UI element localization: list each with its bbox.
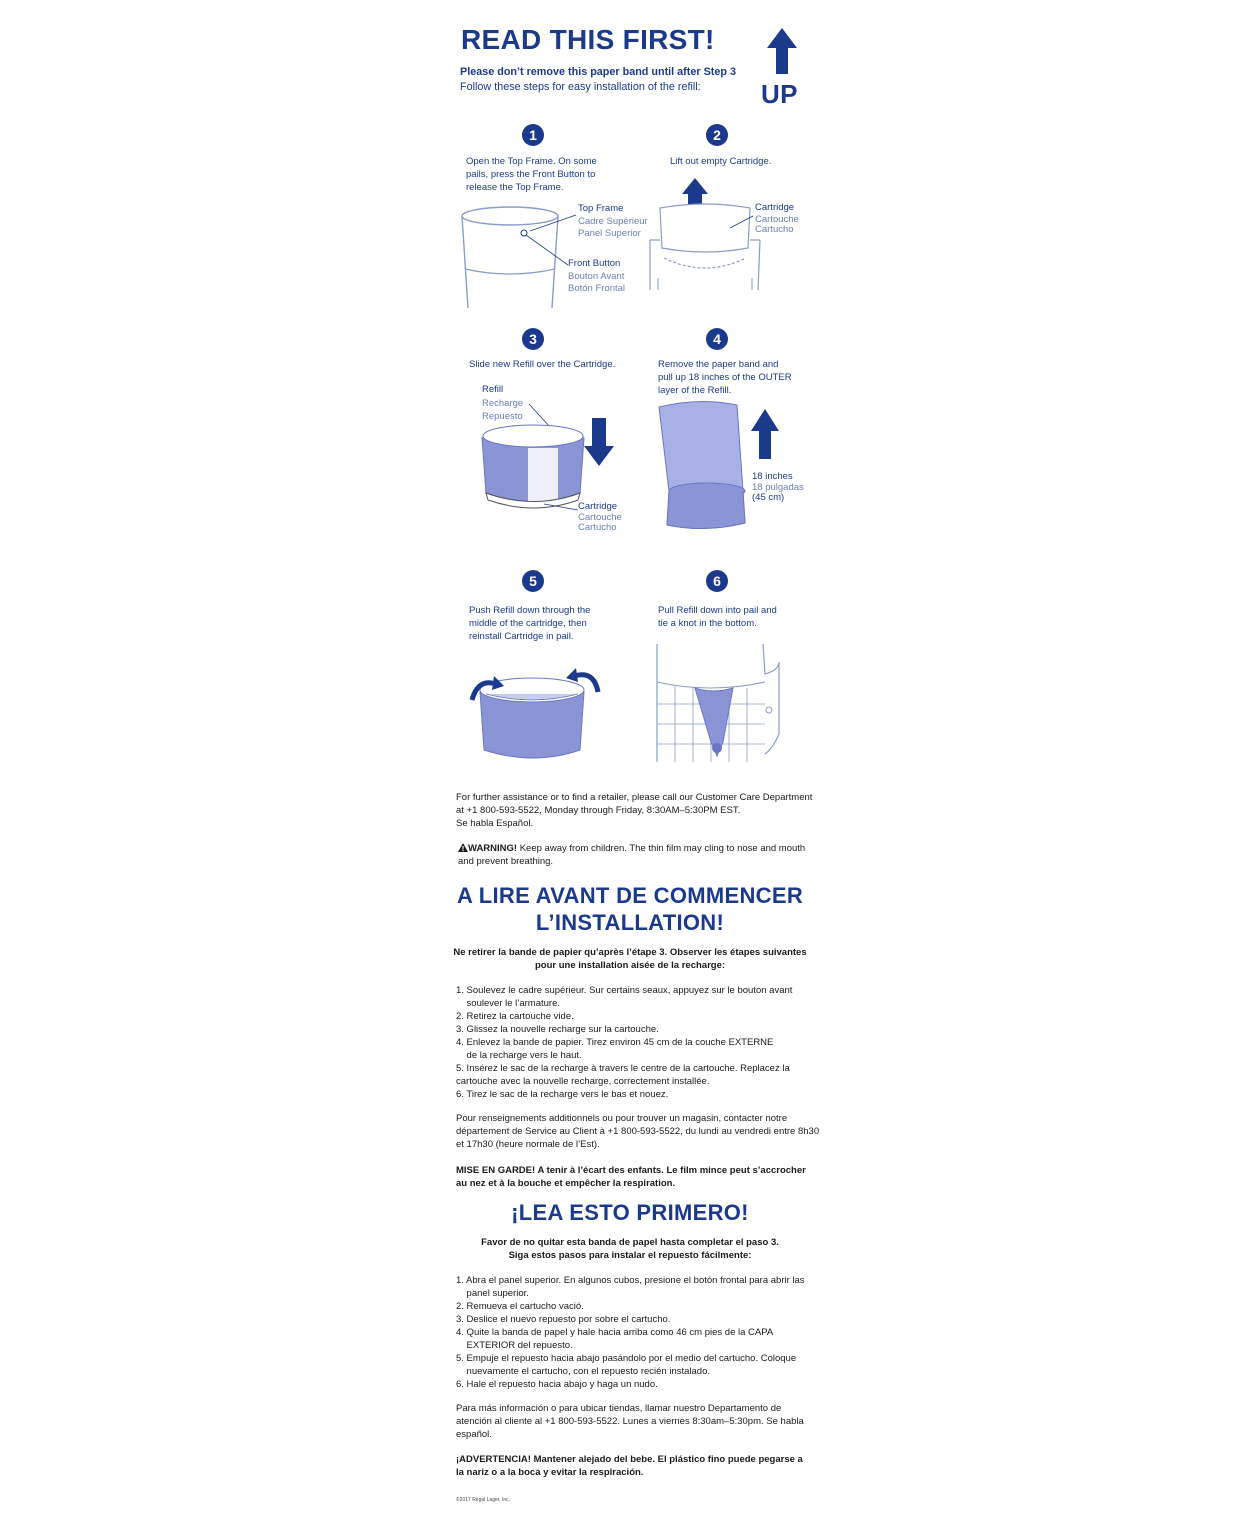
step-1-text: Open the Top Frame. On some pails, press the Front Button to release the Top Frame.: [466, 156, 597, 193]
page-title: READ THIS FIRST!: [461, 24, 715, 55]
step-2-cartridge-illustration: [650, 178, 760, 293]
refill-callout: Refill Recharge Repuesto: [482, 384, 524, 422]
assistance-text: For further assistance or to find a retailer, please call our Customer Care Department at +1 800-593-5522, Monday through Friday, 8:30AM–5:30PM EST. Se habla Español.: [456, 792, 813, 829]
spanish-title: ¡LEA ESTO PRIMERO!: [511, 1200, 749, 1225]
step-4-text: Remove the paper band and pull up 18 inches of the OUTER layer of the Refill.: [658, 359, 792, 396]
step-3-number: 3: [522, 328, 544, 350]
up-label: UP: [761, 79, 798, 109]
french-steps-list: 1. Soulevez le cadre supérieur. Sur certains seaux, appuyez sur le bouton avant soulever le l’armature. 2. Retirez la cartouche vide. 3. Glissez la nouvelle recharge sur la cartouche. 4. Enlevez la bande de papier. Tirez environ 45 cm de la couche EXTERNE de la recharge vers le haut. 5. Insérez le sac de la recharge à travers le centre de la cartouche. Replacez la cartouche avec la nouvelle recharge, correctement installée. 6. Tirez le sac de la recharge vers le bas et nouez.: [456, 985, 793, 1100]
subtitle: Follow these steps for easy installation of the refill:: [460, 81, 701, 93]
spanish-intro: Favor de no quitar esta banda de papel hasta completar el paso 3. Siga estos pasos para instalar el repuesto fácilmente:: [481, 1237, 779, 1261]
french-title: A LIRE AVANT DE COMMENCER L’INSTALLATION!: [456, 883, 804, 935]
cartridge-callout-step-3: Cartridge Cartouche Cartucho: [578, 501, 622, 533]
step-6-number: 6: [706, 570, 728, 592]
inches-callout: 18 inches 18 pulgadas (45 cm): [752, 471, 804, 503]
french-warning: MISE EN GARDE! A tenir à l’écart des enfants. Le film mince peut s’accrocher au nez et à la bouche et empêcher la respiration.: [456, 1165, 806, 1189]
up-arrow-icon: [767, 28, 797, 76]
step-3-text: Slide new Refill over the Cartridge.: [469, 359, 616, 370]
spanish-info: Para más información o para ubicar tiendas, llamar nuestro Departamento de atención al cliente al +1 800-593-5522. Lunes a viernes 8:30am–5:30pm. Se habla español.: [456, 1403, 804, 1440]
step-6-text: Pull Refill down into pail and tie a knot in the bottom.: [658, 605, 777, 629]
spanish-warning: ¡ADVERTENCIA! Mantener alejado del bebe. El plástico fino puede pegarse a la nariz o a la boca y evitar la respiración.: [456, 1454, 803, 1478]
cartridge-callout-step-2: Cartridge Cartouche Cartucho: [755, 202, 799, 235]
step-3-refill-illustration: [474, 398, 624, 516]
french-intro: Ne retirer la bande de papier qu’après l’étape 3. Observer les étapes suivantes pour une installation aisée de la recharge:: [453, 947, 807, 971]
step-1-pail-illustration: [460, 203, 570, 311]
warning-triangle-icon: [458, 843, 468, 852]
step-6-tie-knot-illustration: [655, 644, 785, 766]
step-5-text: Push Refill down through the middle of the cartridge, then reinstall Cartridge in pail.: [469, 605, 591, 642]
warning-text: WARNING! Keep away from children. The thin film may cling to nose and mouth and prevent breathing.: [458, 843, 806, 867]
french-info: Pour renseignements additionnels ou pour trouver un magasin, contacter notre département de Service au Client à +1 800-593-5522, du lundi au vendredi entre 8h30 et 17h30 (heure normale de l’Est).: [456, 1113, 820, 1150]
step-2-text: Lift out empty Cartridge.: [670, 156, 772, 167]
copyright: ©2017 Regal Lager, Inc.: [456, 1497, 510, 1503]
top-frame-callout: Top Frame Cadre Supérieur Panel Superior: [578, 203, 648, 239]
subtitle-bold: Please don’t remove this paper band until after Step 3: [460, 66, 736, 78]
step-1-number: 1: [522, 124, 544, 146]
step-5-push-illustration: [466, 664, 606, 764]
front-button-callout: Front Button Bouton Avant Botón Frontal: [568, 258, 626, 294]
step-5-number: 5: [522, 570, 544, 592]
spanish-steps-list: 1. Abra el panel superior. En algunos cubos, presione el botón frontal para abrir las panel superior. 2. Remueva el cartucho vació. 3. Deslice el nuevo repuesto por sobre el cartucho. 4. Quite la banda de papel y hale hacia arriba como 46 cm pies de la CAPA EXTERIOR del repuesto. 5. Empuje el repuesto hacia abajo pasándolo por el medio del cartucho. Coloque nuevamente el cartucho, con el repuesto recién instalado. 6. Hale el repuesto hacia abajo y haga un nudo.: [456, 1275, 805, 1390]
step-2-number: 2: [706, 124, 728, 146]
step-4-refill-pull-illustration: [655, 401, 785, 536]
step-4-number: 4: [706, 328, 728, 350]
